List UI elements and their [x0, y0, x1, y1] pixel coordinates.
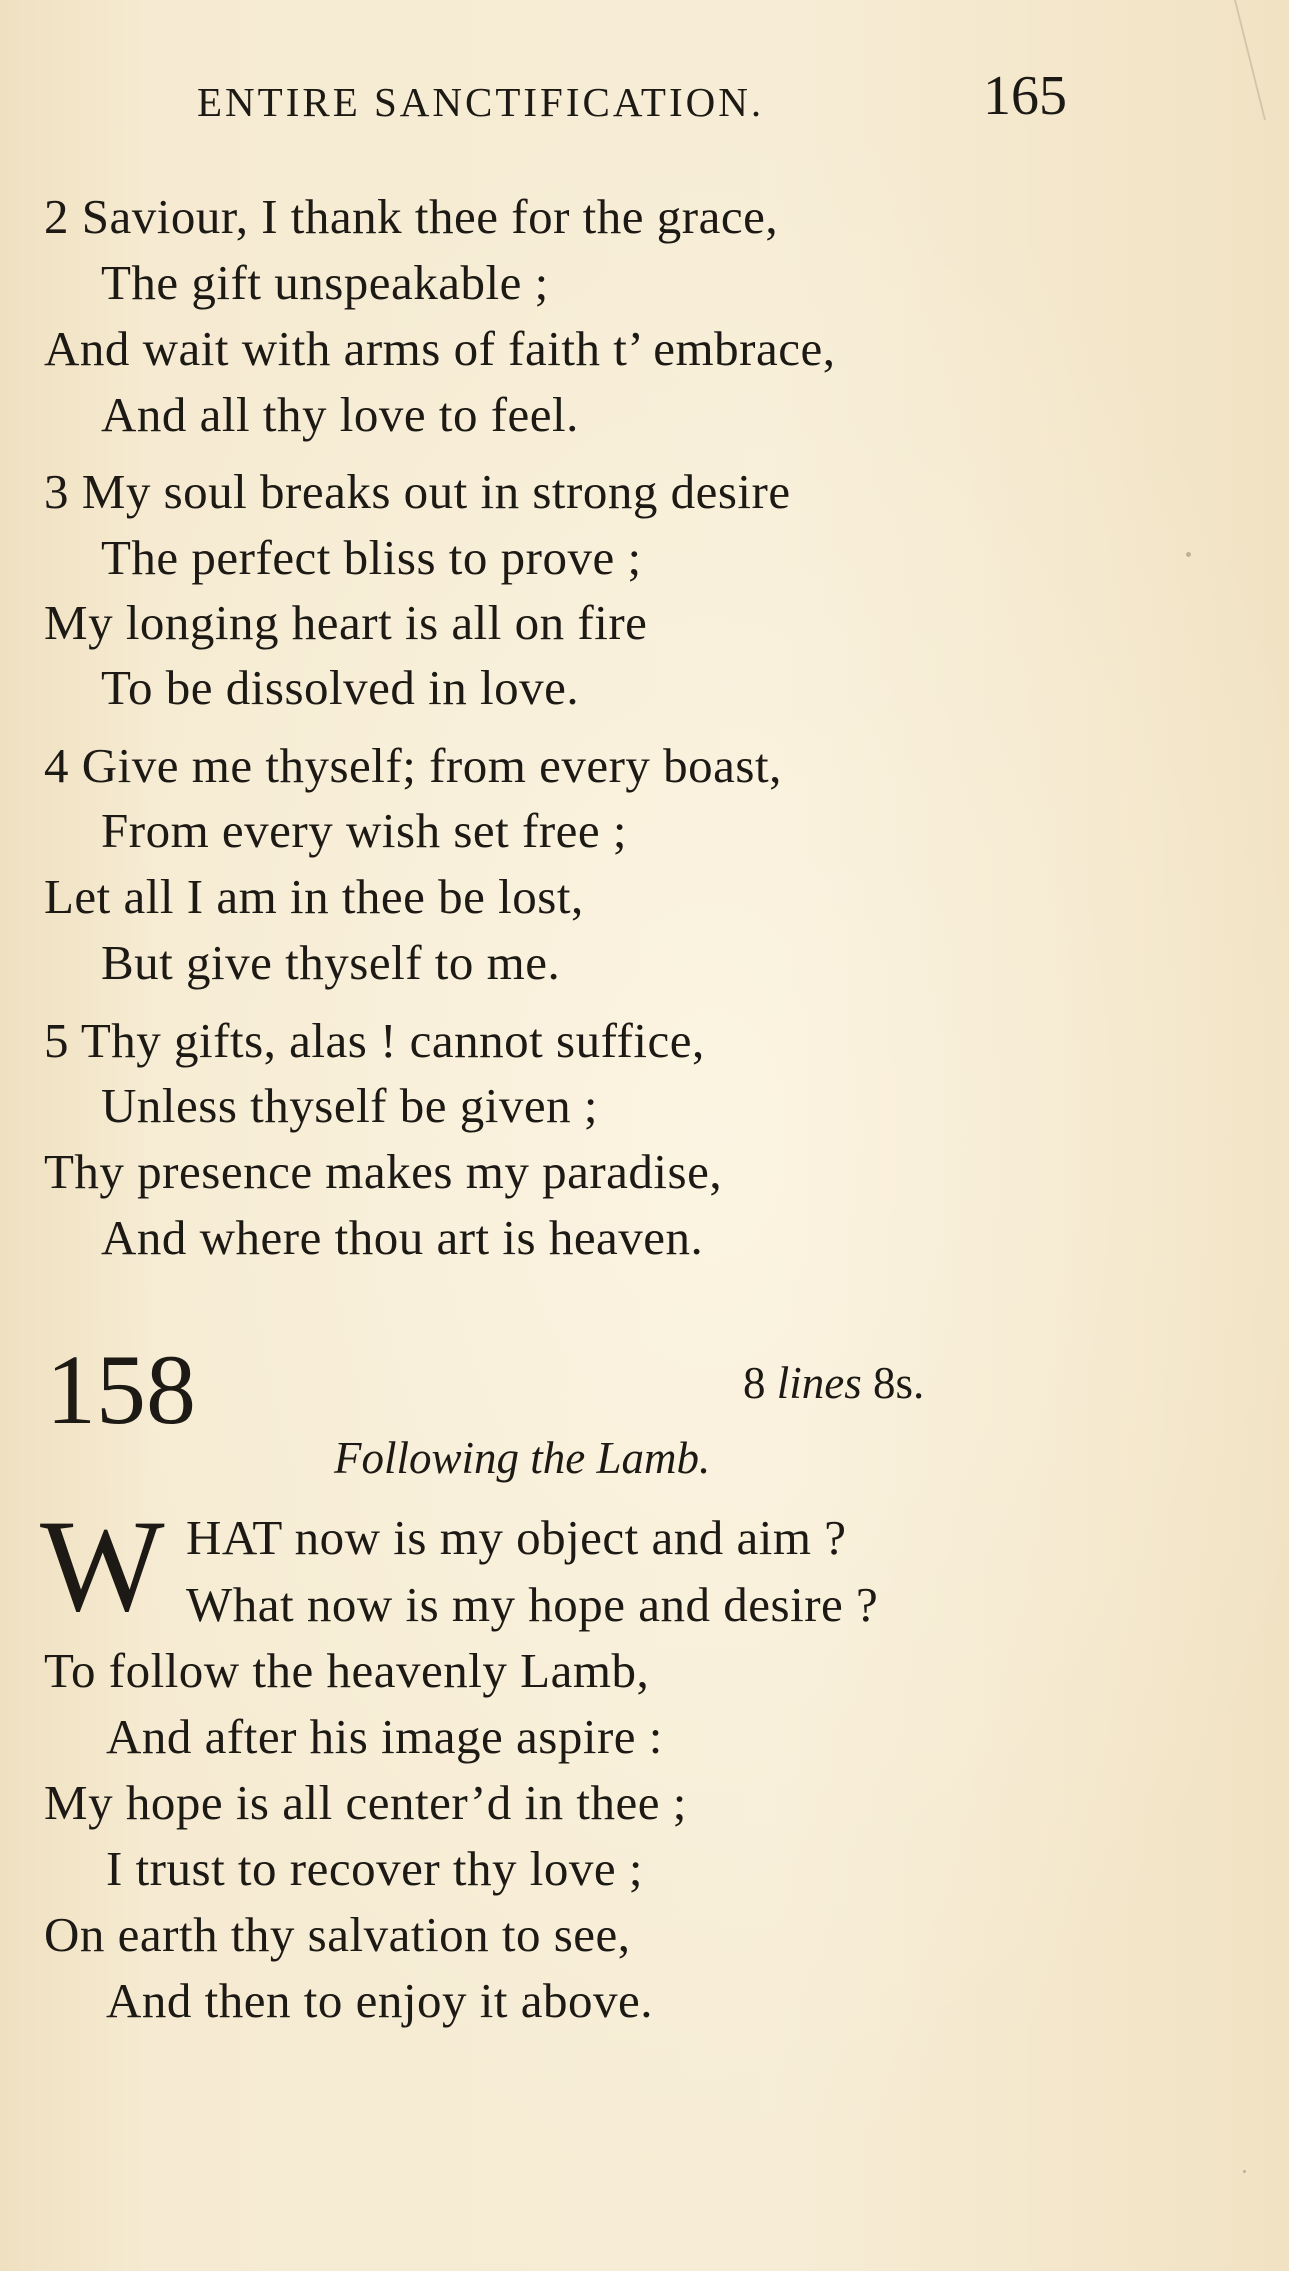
stanza-line: My longing heart is all on fire — [44, 595, 648, 650]
hymn-line: My hope is all center’d in thee ; — [44, 1775, 687, 1830]
meter-count: 8 — [743, 1358, 766, 1408]
hymn-line: I trust to recover thy love ; — [106, 1841, 644, 1896]
hymn-line: And after his image aspire : — [106, 1709, 663, 1764]
hymn-meter — [743, 1357, 924, 1409]
stanza-line: Let all I am in thee be lost, — [44, 869, 584, 924]
hymn-line: And then to enjoy it above. — [106, 1973, 653, 2028]
stanza-line: Thy presence makes my paradise, — [44, 1144, 723, 1199]
stanza-line: To be dissolved in love. — [101, 660, 580, 715]
paper-speck — [1243, 2170, 1246, 2173]
hymn-line: To follow the heavenly Lamb, — [44, 1643, 650, 1698]
stanza-line: 2 Saviour, I thank thee for the grace, — [44, 189, 779, 244]
drop-cap: W — [40, 1492, 165, 1639]
stanza-line: The gift unspeakable ; — [101, 255, 549, 310]
page-header — [0, 62, 1289, 132]
hymn-title: Following the Lamb. — [334, 1433, 711, 1483]
hymn-number: 158 — [46, 1334, 196, 1445]
hymn-first-line: HAT now is my object and aim ? — [186, 1510, 847, 1565]
hymn-line: On earth thy salvation to see, — [44, 1907, 631, 1962]
stanza-line: From every wish set free ; — [101, 803, 627, 858]
stanza-line: 5 Thy gifts, alas ! cannot suffice, — [44, 1013, 705, 1068]
meter-type: 8s. — [873, 1358, 925, 1408]
stanza-line: 4 Give me thyself; from every boast, — [44, 738, 782, 793]
meter-word: lines — [776, 1358, 862, 1408]
stanza-line: But give thyself to me. — [101, 935, 561, 990]
page-number: 165 — [983, 65, 1067, 127]
paper-speck — [1186, 552, 1191, 557]
stanza-line: And wait with arms of faith t’ embrace, — [44, 321, 836, 376]
hymn-line: What now is my hope and desire ? — [186, 1577, 879, 1632]
stanza-line: Unless thyself be given ; — [101, 1078, 598, 1133]
stanza-line: The perfect bliss to prove ; — [101, 530, 642, 585]
stanza-line: And where thou art is heaven. — [101, 1210, 704, 1265]
running-title: ENTIRE SANCTIFICATION. — [197, 79, 765, 125]
stanza-line: 3 My soul breaks out in strong desire — [44, 464, 791, 519]
stanza-line: And all thy love to feel. — [101, 387, 579, 442]
